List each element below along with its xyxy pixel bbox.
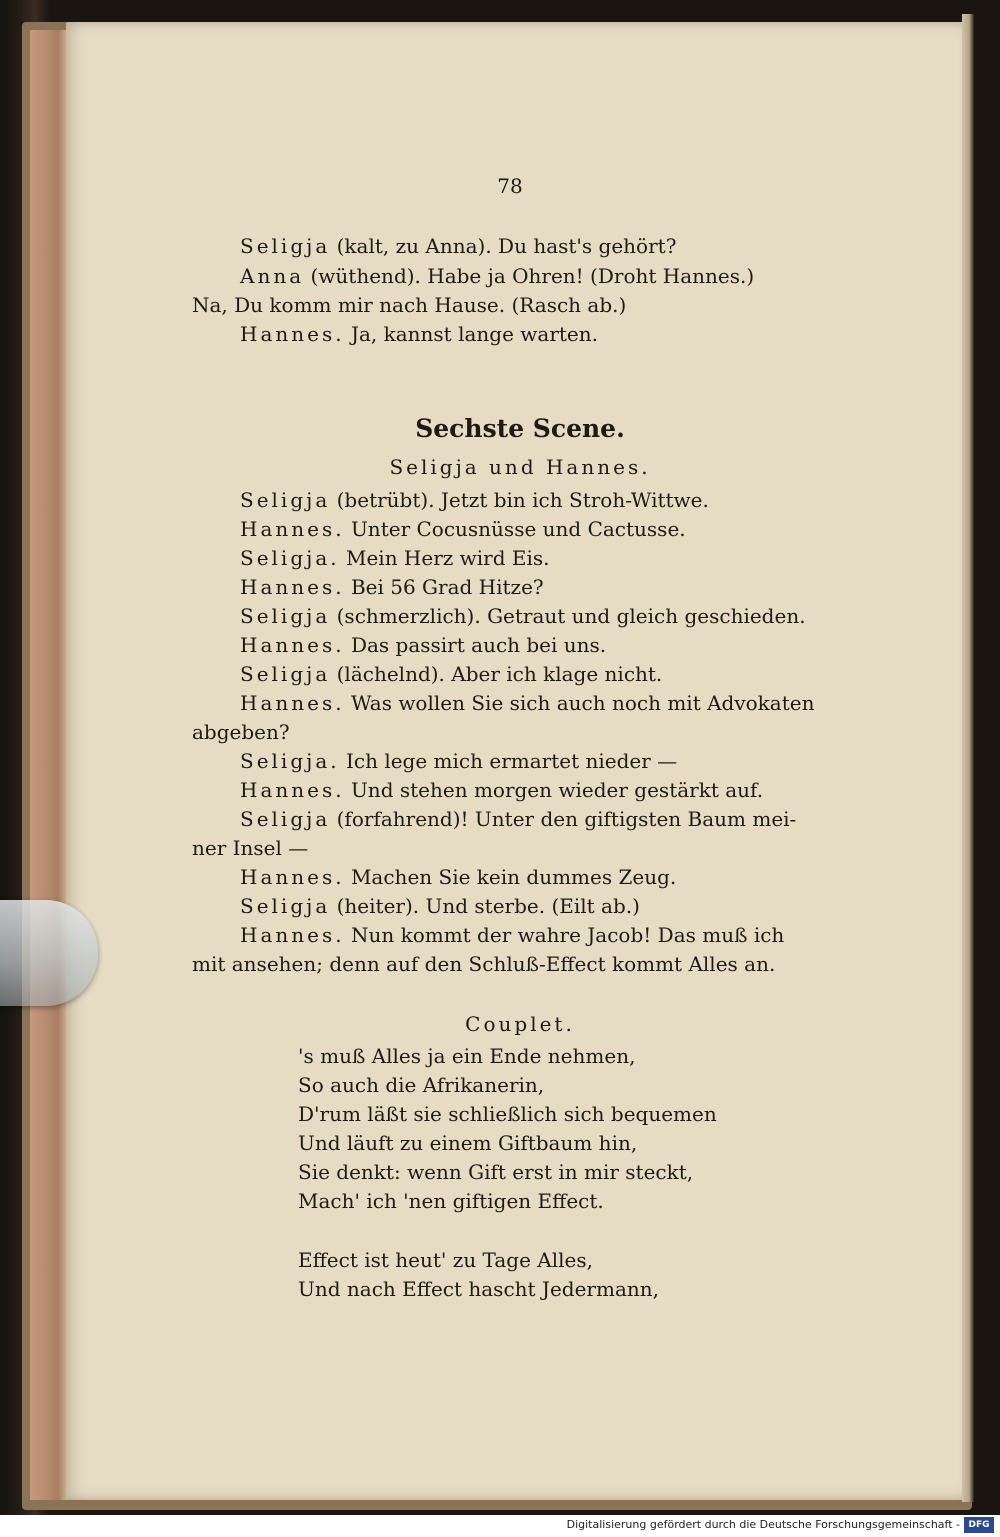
line-text: Nun kommt der wahre Jacob! Das muß ich: [350, 923, 785, 947]
scene-title: Sechste Scene.: [415, 414, 625, 443]
line-text: (schmerzlich). Getraut und gleich geschieden.: [336, 604, 806, 628]
dialogue-line: [240, 660, 662, 689]
line-anna-continued: [192, 291, 626, 320]
dialogue-line-continued: [192, 950, 775, 979]
speaker: Hannes.: [240, 322, 345, 346]
line-text: ner Insel —: [192, 836, 309, 860]
page-number: 78: [497, 174, 523, 198]
speaker: Hannes.: [240, 633, 345, 657]
line-text: Machen Sie kein dummes Zeug.: [350, 865, 677, 889]
dialogue-line: [240, 602, 806, 631]
speaker: Seligja: [240, 894, 331, 918]
speaker: Seligja: [240, 807, 331, 831]
line-text: (forfahrend)! Unter den giftigsten Baum mei-: [336, 807, 797, 831]
dfg-logo: DFG: [964, 1517, 994, 1533]
line-text: Bei 56 Grad Hitze?: [350, 575, 544, 599]
verse-line: 's muß Alles ja ein Ende nehmen,: [298, 1044, 636, 1068]
speaker: Hannes.: [240, 865, 345, 889]
verse-line: D'rum läßt sie schließlich sich bequemen: [298, 1102, 717, 1126]
dialogue-line: [240, 689, 814, 718]
line-text: Ja, kannst lange warten.: [350, 322, 598, 346]
dialogue-line: [240, 544, 550, 573]
scene-subtitle: Seligja und Hannes.: [389, 455, 651, 479]
line-seligja-1: [240, 232, 676, 261]
speaker: Hannes.: [240, 778, 345, 802]
speaker: Seligja.: [240, 749, 340, 773]
line-text: (kalt, zu Anna). Du hast's gehört?: [336, 234, 677, 258]
speaker: Seligja: [240, 604, 331, 628]
speaker: Hannes.: [240, 575, 345, 599]
line-anna: [240, 262, 754, 291]
line-text: (heiter). Und sterbe. (Eilt ab.): [336, 894, 640, 918]
line-text: (lächelnd). Aber ich klage nicht.: [336, 662, 663, 686]
dialogue-line: [240, 892, 640, 921]
speaker: Anna: [240, 264, 305, 288]
page-edge: [30, 30, 70, 1500]
line-text: Na, Du komm mir nach Hause. (Rasch ab.): [192, 293, 627, 317]
couplet-title: Couplet.: [465, 1012, 575, 1036]
verse-line: Effect ist heut' zu Tage Alles,: [298, 1248, 593, 1272]
dialogue-line: [240, 863, 676, 892]
speaker: Hannes.: [240, 517, 345, 541]
line-hannes-1: [240, 320, 598, 349]
line-text: (betrübt). Jetzt bin ich Stroh-Wittwe.: [336, 488, 709, 512]
dialogue-line: [240, 805, 796, 834]
verse-line: Sie denkt: wenn Gift erst in mir steckt,: [298, 1160, 694, 1184]
speaker: Seligja: [240, 234, 331, 258]
footer-credit: Digitalisierung gefördert durch die Deutsche Forschungsgemeinschaft -: [566, 1518, 960, 1531]
page-clip: [0, 900, 98, 1006]
dialogue-line-continued: [192, 834, 308, 863]
speaker: Seligja: [240, 488, 331, 512]
dialogue-line: [240, 747, 677, 776]
speaker: Hannes.: [240, 923, 345, 947]
right-page-edge: [962, 14, 974, 1502]
verse-line: Und läuft zu einem Giftbaum hin,: [298, 1131, 638, 1155]
speaker: Hannes.: [240, 691, 345, 715]
line-text: Was wollen Sie sich auch noch mit Advokaten: [350, 691, 815, 715]
dialogue-line: [240, 921, 784, 950]
line-text: Das passirt auch bei uns.: [350, 633, 607, 657]
line-text: Ich lege mich ermartet nieder —: [345, 749, 678, 773]
verse-line: So auch die Afrikanerin,: [298, 1073, 545, 1097]
dialogue-line: [240, 486, 709, 515]
line-text: mit ansehen; denn auf den Schluß-Effect kommt Alles an.: [192, 952, 776, 976]
dialogue-line: [240, 573, 544, 602]
line-text: Unter Cocusnüsse und Cactusse.: [350, 517, 686, 541]
line-text: Mein Herz wird Eis.: [345, 546, 550, 570]
dialogue-line: [240, 515, 686, 544]
line-text: (wüthend). Habe ja Ohren! (Droht Hannes.): [310, 264, 755, 288]
speaker: Seligja: [240, 662, 331, 686]
dialogue-line: [240, 776, 763, 805]
line-text: abgeben?: [192, 720, 290, 744]
speaker: Seligja.: [240, 546, 340, 570]
verse-line: Und nach Effect hascht Jedermann,: [298, 1277, 659, 1301]
dialogue-line: [240, 631, 606, 660]
verse-line: Mach' ich 'nen giftigen Effect.: [298, 1189, 604, 1213]
line-text: Und stehen morgen wieder gestärkt auf.: [350, 778, 764, 802]
dialogue-line-continued: [192, 718, 290, 747]
